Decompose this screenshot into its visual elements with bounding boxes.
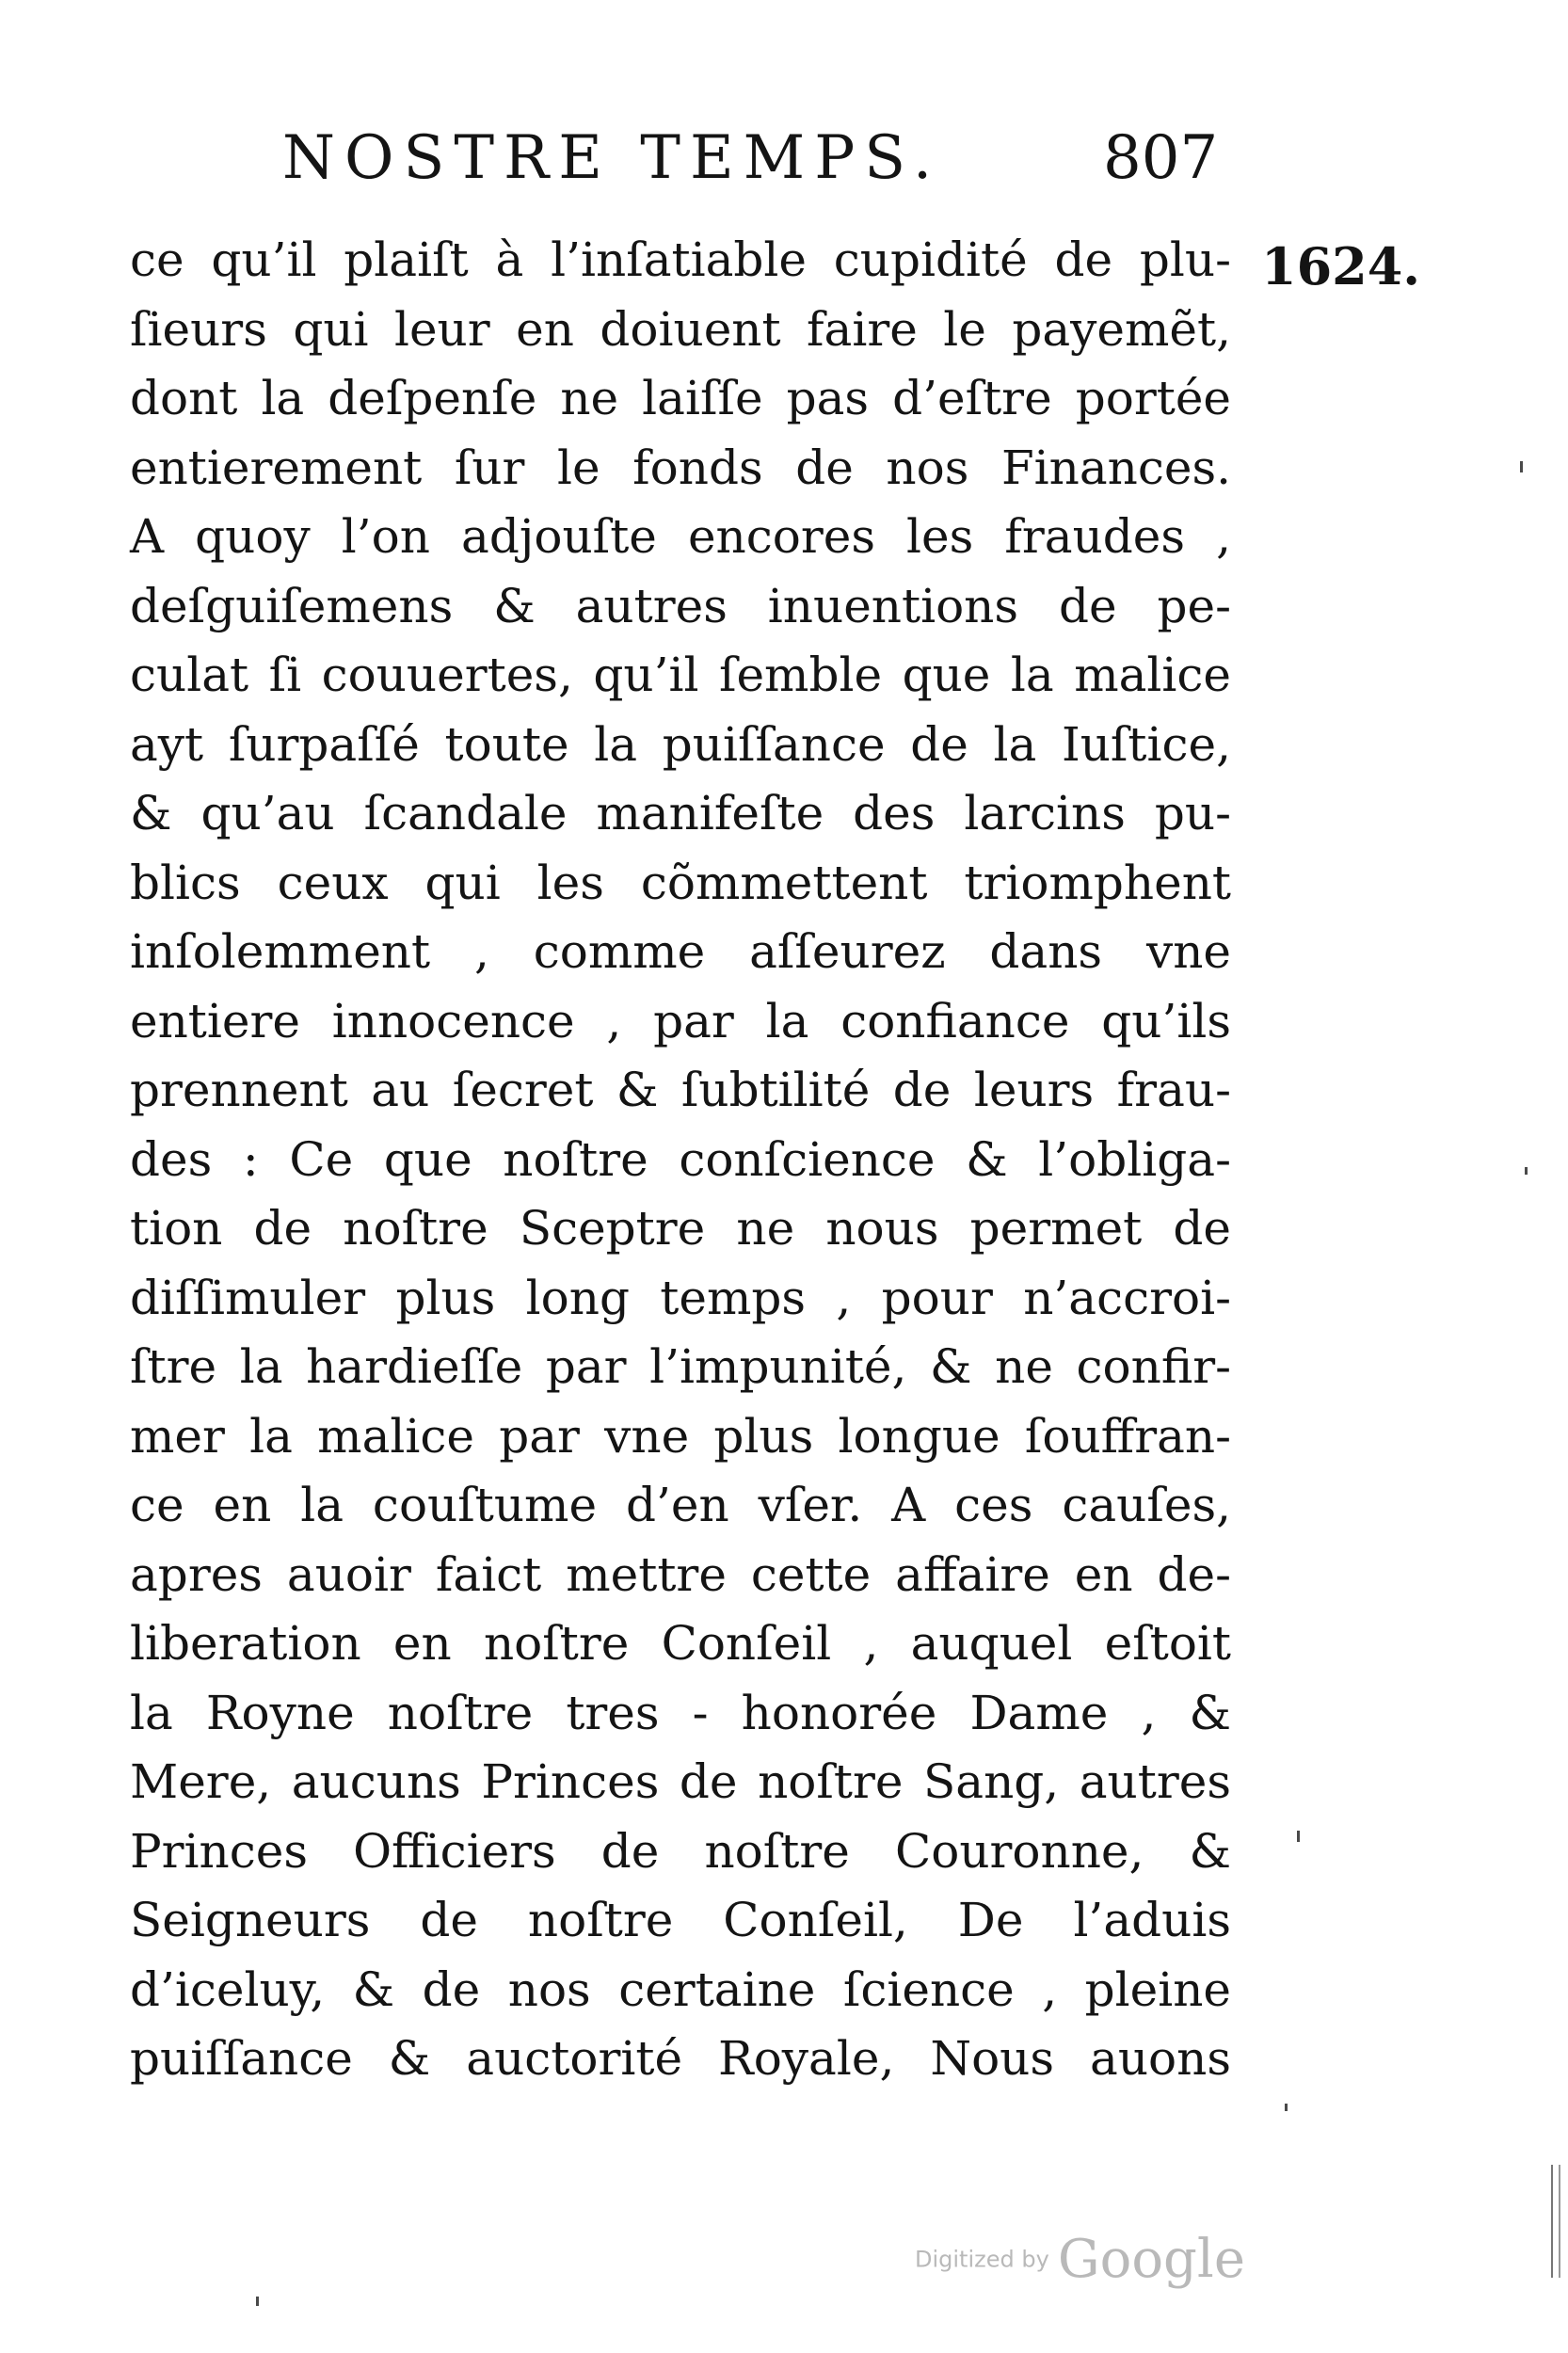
- text-line: mer la malice par vne plus longue ſouffran-: [130, 1408, 1231, 1464]
- text-line: & qu’au ſcandale manifeſte des larcins pu-: [130, 786, 1231, 840]
- scan-speck: [1285, 2104, 1288, 2111]
- text-line: prennent au ſecret & ſubtilité de leurs frau-: [130, 1063, 1231, 1117]
- text-line: ſieurs qui leur en doiuent faire le payemẽt,: [130, 301, 1231, 357]
- body-text: [130, 226, 1231, 2094]
- text-line: des : Ce que noſtre conſcience & l’obliga-: [130, 1131, 1231, 1187]
- text-line: ayt ſurpaſſé toute la puiſſance de la Iuſtice,: [130, 716, 1231, 772]
- page-number: 807: [1103, 123, 1219, 193]
- scan-speck: [1520, 461, 1523, 472]
- text-line: Seigneurs de noſtre Conſeil, De l’aduis: [130, 1893, 1231, 1947]
- text-line: A quoy l’on adjouſte encores les fraudes ,: [130, 509, 1231, 564]
- text-line: entiere innocence , par la confiance qu’ils: [130, 993, 1231, 1048]
- page-edge-marks: [1551, 2165, 1560, 2278]
- watermark-prefix: Digitized by: [915, 2246, 1049, 2273]
- text-line: deſguiſemens & autres inuentions de pe-: [130, 578, 1231, 633]
- scan-speck: [256, 2297, 259, 2306]
- digitized-by-watermark: [915, 2229, 1245, 2290]
- text-line: culat ſi couuertes, qu’il ſemble que la malice: [130, 648, 1231, 702]
- text-line: la Royne noſtre tres - honorée Dame , &: [130, 1685, 1231, 1740]
- text-line: puiſſance & auctorité Royale, Nous auons: [130, 2031, 1231, 2086]
- text-line: dont la deſpenſe ne laiſſe pas d’eſtre portée: [130, 371, 1231, 425]
- text-line: tion de noſtre Sceptre ne nous permet de: [130, 1201, 1231, 1256]
- text-line: diſſimuler plus long temps , pour n’accroi-: [130, 1270, 1231, 1325]
- watermark-brand: Google: [1057, 2229, 1245, 2290]
- text-line: liberation en noſtre Conſeil , auquel eſtoit: [130, 1616, 1231, 1671]
- running-head: NOSTRE TEMPS.: [282, 123, 942, 193]
- text-line: inſolemment , comme aſſeurez dans vne: [130, 924, 1231, 979]
- text-line: Mere, aucuns Princes de noſtre Sang, autres: [130, 1754, 1231, 1809]
- text-line: Princes Officiers de noſtre Couronne, &: [130, 1823, 1231, 1879]
- scan-speck: [1525, 1167, 1528, 1175]
- text-line: d’iceluy, & de nos certaine ſcience , pleine: [130, 1961, 1231, 2017]
- text-line: ſtre la hardieſſe par l’impunité, & ne confir-: [130, 1339, 1231, 1394]
- text-line: ce qu’il plaiſt à l’inſatiable cupidité de plu-: [130, 232, 1231, 287]
- text-line: blics ceux qui les cõmmettent triomphent: [130, 855, 1231, 910]
- text-line: entierement ſur le fonds de nos Finances.: [130, 440, 1231, 495]
- text-line: ce en la couſtume d’en vſer. A ces cauſes,: [130, 1478, 1231, 1532]
- scan-speck: [1297, 1831, 1300, 1842]
- text-line: apres auoir faict mettre cette affaire en de-: [130, 1546, 1231, 1602]
- margin-year-note: 1624.: [1261, 236, 1421, 296]
